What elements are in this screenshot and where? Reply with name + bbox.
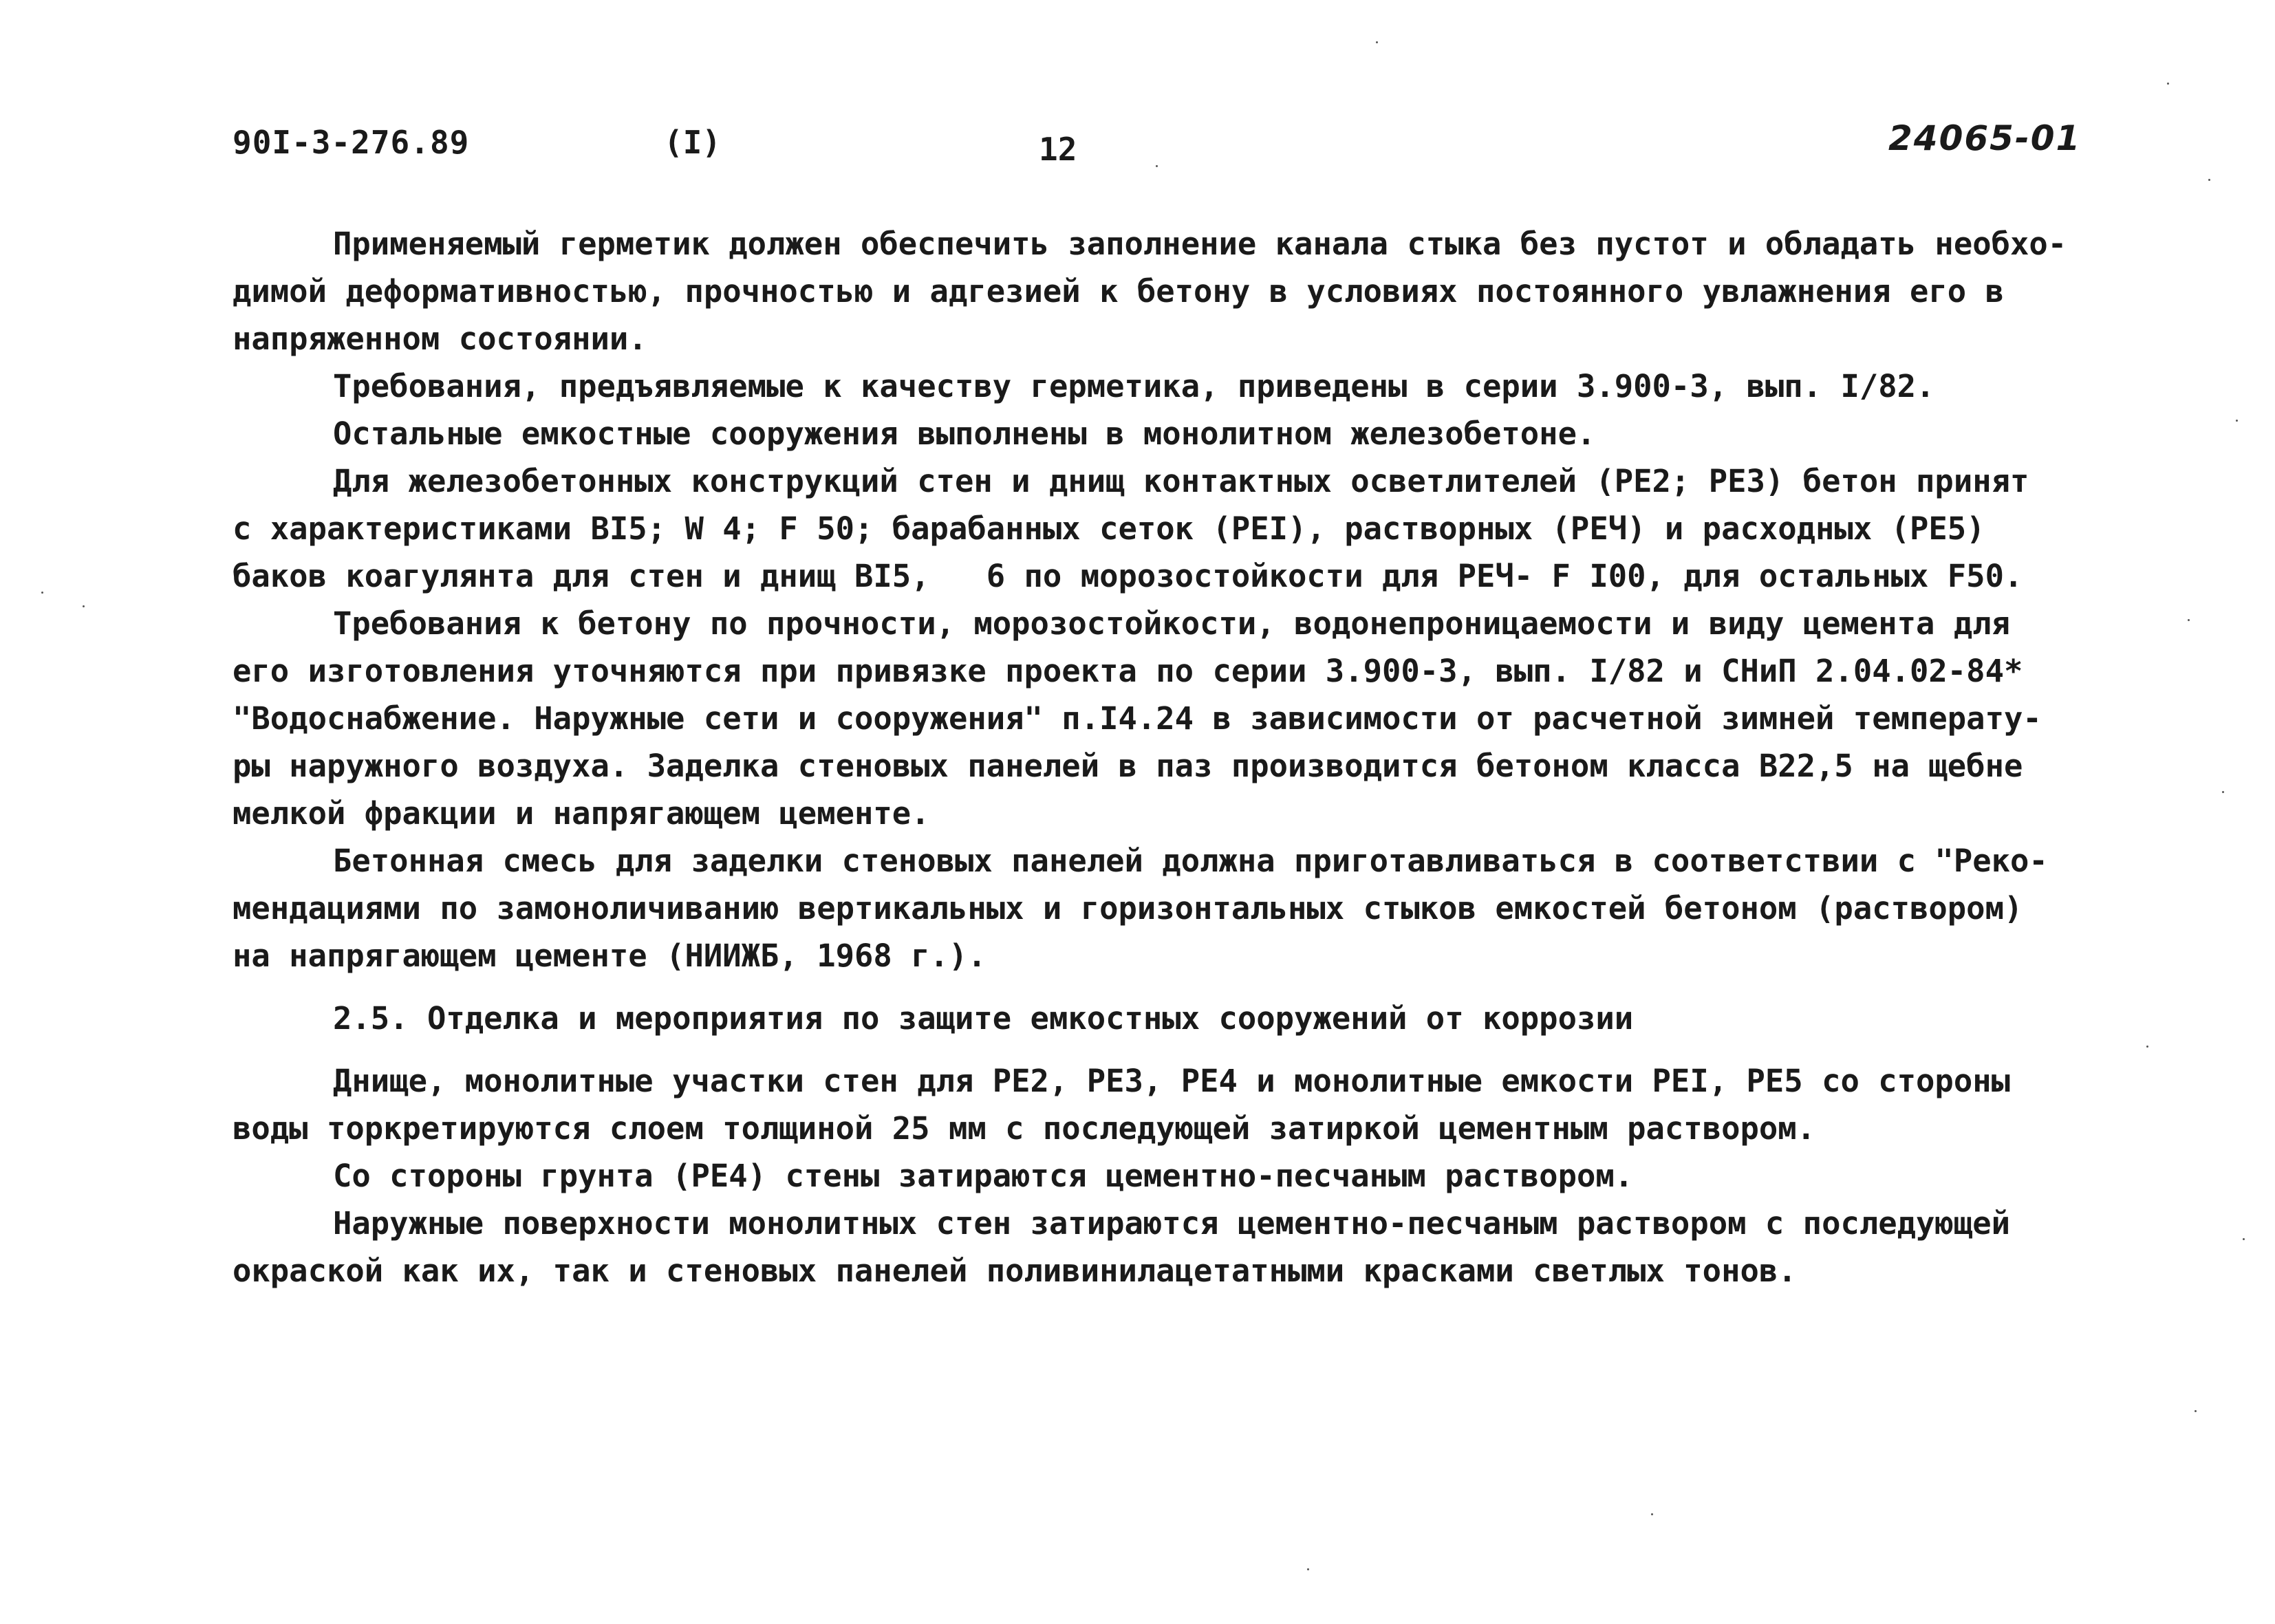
scan-speck xyxy=(1156,165,1158,167)
document-number: 90I-3-276.89 xyxy=(233,124,470,161)
text-line: димой деформативностью, прочностью и адгезией к бетону в условиях постоянного увлажнения его в xyxy=(233,273,2004,310)
text-line: ры наружного воздуха. Заделка стеновых панелей в паз производится бетоном класса B22,5 на щебне xyxy=(233,748,2023,784)
text-line: мендациями по замоноличиванию вертикальных и горизонтальных стыков емкостей бетоном (раствором) xyxy=(233,890,2023,927)
page-header xyxy=(0,118,2275,179)
scan-speck xyxy=(2167,83,2169,85)
scan-speck xyxy=(1651,1513,1653,1515)
section-heading: 2.5. Отделка и мероприятия по защите емкостных сооружений от коррозии xyxy=(333,1000,1634,1037)
paragraph-block-2 xyxy=(233,1057,2111,1295)
text-line: Для железобетонных конструкций стен и днищ контактных осветлителей (РЕ2; РЕ3) бетон принят xyxy=(333,463,2029,499)
text-line: на напрягающем цементе (НИИЖБ, 1968 г.). xyxy=(233,938,986,974)
text-line: "Водоснабжение. Наружные сети и сооружения" п.I4.24 в зависимости от расчетной зимней температу- xyxy=(233,700,2042,737)
text-line: окраской как их, так и стеновых панелей поливинилацетатными красками светлых тонов. xyxy=(233,1253,1797,1289)
text-line: Со стороны грунта (РЕ4) стены затираются цементно-песчаным раствором. xyxy=(333,1158,1634,1194)
text-line: напряженном состоянии. xyxy=(233,321,647,357)
text-line: Требования к бетону по прочности, морозостойкости, водонепроницаемости и виду цемента для xyxy=(333,605,2011,642)
document-body xyxy=(233,220,2111,1295)
text-line: Днище, монолитные участки стен для РЕ2, РЕ3, РЕ4 и монолитные емкости РЕI, РЕ5 со стороны xyxy=(333,1063,2011,1099)
text-line: баков коагулянта для стен и днищ BI5, 6 по морозостойкости для РЕЧ- F I00, для остальных F50. xyxy=(233,558,2023,594)
text-line: Наружные поверхности монолитных стен затираются цементно-песчаным раствором с последующей xyxy=(333,1205,2011,1242)
archive-code: 24065-01 xyxy=(1888,118,2082,158)
part-number: (I) xyxy=(664,124,722,161)
scan-speck xyxy=(1307,1568,1309,1570)
scan-speck xyxy=(2146,1046,2148,1048)
scan-speck xyxy=(2195,1410,2197,1412)
text-line: Применяемый герметик должен обеспечить заполнение канала стыка без пустот и обладать необхо- xyxy=(333,226,2067,262)
text-line: мелкой фракции и напрягающем цементе. xyxy=(233,795,930,832)
scan-speck xyxy=(2208,179,2210,181)
scan-speck xyxy=(2243,1238,2245,1240)
scan-speck xyxy=(1376,41,1378,43)
text-line: его изготовления уточняются при привязке проекта по серии 3.900-3, вып. I/82 и СНиП 2.04.02-84* xyxy=(233,653,2023,689)
text-line: воды торкретируются слоем толщиной 25 мм с последующей затиркой цементным раствором. xyxy=(233,1110,1816,1147)
scan-speck xyxy=(83,605,85,607)
scan-speck xyxy=(2236,420,2238,422)
text-line: с характеристиками BI5; W 4; F 50; барабанных сеток (РЕI), растворных (РЕЧ) и расходных (РЕ5) xyxy=(233,510,1985,547)
scan-speck xyxy=(41,592,43,594)
paragraph-block-1 xyxy=(233,220,2111,979)
text-line: Требования, предъявляемые к качеству герметика, приведены в серии 3.900-3, вып. I/82. xyxy=(333,368,1935,404)
scan-speck xyxy=(2222,791,2224,793)
page-number: 12 xyxy=(1039,131,1077,168)
text-line: Остальные емкостные сооружения выполнены в монолитном железобетоне. xyxy=(333,415,1596,452)
text-line: Бетонная смесь для заделки стеновых панелей должна приготавливаться в соответствии с "Реко- xyxy=(333,843,2048,879)
scan-speck xyxy=(2188,619,2190,621)
